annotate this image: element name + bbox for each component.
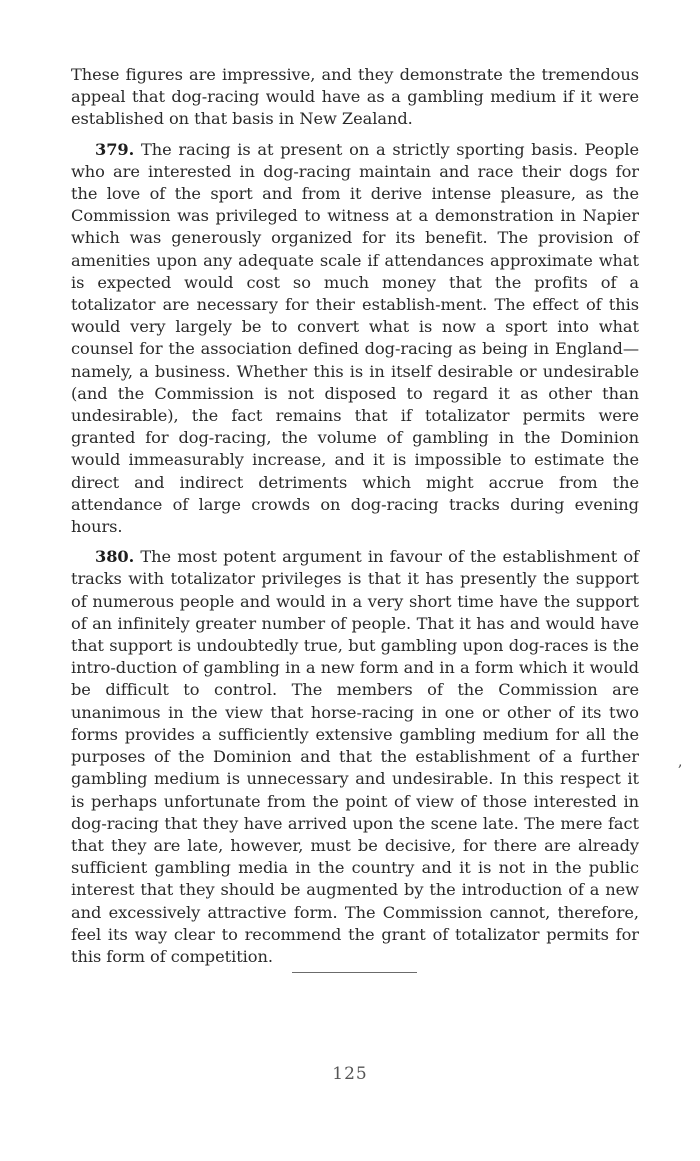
paragraph-379 (71, 139, 639, 539)
paragraph-text: The racing is at present on a strictly sporting basis. People who are interested in dog-racing maintain and race their dogs for the love of the sport and from it derive intense pleasure, as the Commission was privileged to witness at a demonstration in Napier which was generously organized for its benefit. The provision of amenities upon any adequate scale if attendances approximate what is expected would cost so much money that the profits of a totalizator are necessary for their establish-ment. The effect of this would very largely be to convert what is now a sport into what counsel for the association defined dog-racing as being in England—namely, a business. Whether this is in itself desirable or undesirable (and the Commission is not disposed to regard it as other than undesirable), the fact remains that if totalizator permits were granted for dog-racing, the volume of gambling in the Dominion would immeasurably increase, and it is impossible to estimate the direct and indirect detriments which might accrue from the attendance of large crowds on dog-racing tracks during evening hours. (71, 139, 639, 537)
section-divider (292, 972, 417, 973)
paragraph-number: 380. (95, 547, 135, 567)
paragraph-number: 379. (95, 139, 135, 159)
paragraph-380 (71, 546, 639, 968)
margin-mark: , (678, 754, 683, 770)
page-number: 125 (332, 1064, 368, 1084)
page-body (71, 64, 639, 968)
paragraph-text: These figures are impressive, and they demonstrate the tremendous appeal that dog-racing would have as a gambling medium if it were established on that basis in New Zealand. (71, 65, 639, 129)
paragraph-continuation (71, 64, 639, 131)
paragraph-text: The most potent argument in favour of the establishment of tracks with totalizator privileges is that it has presently the support of numerous people and would in a very short time have the support of an infinitely greater number of people. That it has and would have that support is undoubtedly true, but gambling upon dog-races is the intro-duction of gambling in a new form and in a form which it would be difficult to control. The members of the Commission are unanimous in the view that horse-racing in one or other of its two forms provides a sufficiently extensive gambling medium for all the purposes of the Dominion and that the establishment of a further gambling medium is unnecessary and undesirable. In this respect it is perhaps unfortunate from the point of view of those interested in dog-racing that they have arrived upon the scene late. The mere fact that they are late, however, must be decisive, for there are already sufficient gambling media in the country and it is not in the public interest that they should be augmented by the introduction of a new and excessively attractive form. The Commission cannot, therefore, feel its way clear to recommend the grant of totalizator permits for this form of competition. (71, 547, 639, 966)
